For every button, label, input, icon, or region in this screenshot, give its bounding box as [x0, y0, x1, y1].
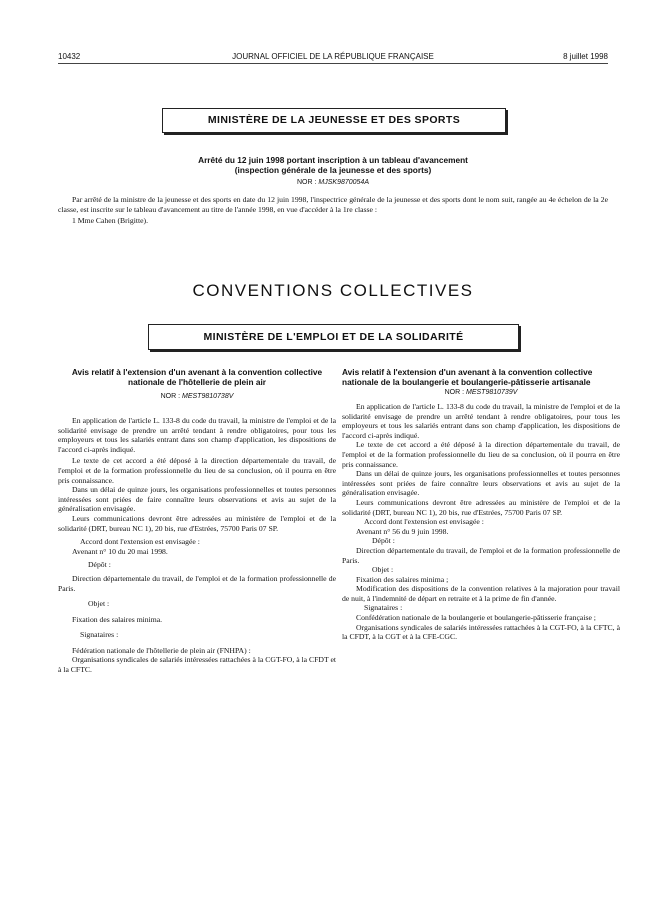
nor-label: NOR :: [297, 179, 317, 186]
ministry-box-emploi: [148, 324, 519, 350]
nor-code: MEST9810738V: [182, 393, 234, 400]
nor-code: MEST9810739V: [466, 389, 518, 396]
objet-text: Fixation des salaires minima.: [72, 614, 163, 624]
objet-text-2: Modification des dispositions de la convention relatives à la majoration pour travail de nuit, à l'indemnité de départ en retraite et à la prime de fin d'année.: [342, 584, 620, 603]
depot-label: Dépôt :: [88, 560, 111, 570]
paragraph: Dans un délai de quinze jours, les organisations professionnelles et toutes personnes intéressées sont priées de faire connaître leurs observations et avis au sujet de la généralisation envisagée.: [342, 469, 620, 498]
paragraph: En application de l'article L. 133-8 du code du travail, la ministre de l'emploi et de la solidarité envisage de prendre un arrêté tendant à rendre obligatoires, pour tous les employeurs et tous les salariés entrant dans son champ d'application, les dispositions de l'accord ci-après indiqué.: [342, 402, 620, 440]
signataire-2: Organisations syndicales de salariés intéressées rattachées à la CGT-FO, à la CFDT et à la CFTC.: [58, 655, 336, 675]
article-right: [342, 367, 620, 642]
depot-text: Direction départementale du travail, de l'emploi et de la formation professionnelle de Paris.: [342, 545, 620, 565]
nor-label: NOR :: [160, 393, 181, 400]
paragraph: Le texte de cet accord a été déposé à la direction départementale du travail, de l'emploi et de la formation professionnelle du lieu de sa conclusion, où il pourra en être pris connaissance.: [342, 440, 620, 469]
header-rule: [58, 63, 608, 64]
article-right-nor: [342, 389, 620, 396]
arrete-title-line2: (inspection générale de la jeunesse et des sports): [234, 165, 432, 175]
accord-line: Accord dont l'extension est envisagée :: [80, 537, 200, 547]
article-left-nor: [58, 393, 336, 400]
arrete-title: [100, 155, 566, 175]
objet-label: Objet :: [372, 565, 394, 575]
nor-label: NOR :: [444, 389, 465, 396]
conventions-heading: CONVENTIONS COLLECTIVES: [192, 281, 474, 300]
signataires-label: Signataires :: [364, 603, 403, 613]
article-right-title: Avis relatif à l'extension d'un avenant à la convention collective nationale de la boulangerie et boulangerie-pâtisserie artisanale: [342, 367, 593, 387]
arrete-list-item: 1 Mme Cahen (Brigitte).: [72, 216, 149, 226]
paragraph: Le texte de cet accord a été déposé à la direction départementale du travail, de l'emploi et de la formation professionnelle du lieu de sa conclusion, où il pourra en être pris connaissance.: [58, 456, 336, 485]
paragraph: En application de l'article L. 133-8 du code du travail, la ministre de l'emploi et de la solidarité envisage de prendre un arrêté tendant à rendre obligatoires, pour tous les employeurs et tous les salariés entrant dans son champ d'application, les dispositions de l'accord ci-après indiqué.: [58, 416, 336, 454]
objet-label: Objet :: [88, 599, 110, 609]
signataire-1: Confédération nationale de la boulangerie et boulangerie-pâtisserie française ;: [356, 613, 596, 623]
header-date: 8 juillet 1998: [563, 52, 608, 61]
signataire-1: Fédération nationale de l'hôtellerie de plein air (FNHPA) :: [72, 645, 251, 655]
depot-label: Dépôt :: [372, 536, 395, 546]
ministry-box-jeunesse: [162, 108, 506, 133]
paragraph: Leurs communications devront être adressées au ministère de l'emploi et de la solidarité (DRT, bureau NC 1), 20 bis, rue d'Estrées, 75700 Paris 07 SP.: [58, 513, 336, 533]
arrete-body: [58, 195, 608, 226]
article-left-title: Avis relatif à l'extension d'un avenant à la convention collective nationale de l'hôtellerie de plein air: [71, 367, 323, 387]
arrete-title-line1: Arrêté du 12 juin 1998 portant inscription à un tableau d'avancement: [198, 155, 468, 165]
signataires-label: Signataires :: [80, 630, 119, 640]
objet-text-1: Fixation des salaires minima ;: [356, 574, 449, 584]
signataire-2: Organisations syndicales de salariés intéressées rattachées à la CGT-FO, à la CFTC, à la CFDT, à la CGT et à la CFE-CGC.: [342, 622, 620, 642]
journal-title: JOURNAL OFFICIEL DE LA RÉPUBLIQUE FRANÇAISE: [232, 52, 434, 61]
nor-code: MJSK9870054A: [318, 179, 369, 186]
depot-text: Direction départementale du travail, de l'emploi et de la formation professionnelle de Paris.: [58, 573, 336, 593]
paragraph: Leurs communications devront être adressées au ministère de l'emploi et de la solidarité (DRT, bureau NC 1), 20 bis, rue d'Estrées, 75700 Paris 07 SP.: [342, 497, 620, 517]
accord-line: Accord dont l'extension est envisagée :: [364, 517, 484, 527]
paragraph: Dans un délai de quinze jours, les organisations professionnelles et toutes personnes intéressées sont priées de faire connaître leurs observations et avis au sujet de la généralisation envisagée.: [58, 485, 336, 514]
arrete-nor: [100, 179, 566, 186]
ministry-title-jeunesse: MINISTÈRE DE LA JEUNESSE ET DES SPORTS: [207, 114, 461, 126]
page-number: 10432: [58, 52, 81, 61]
avenant-line: Avenant n° 10 du 20 mai 1998.: [72, 546, 168, 556]
arrete-paragraph: Par arrêté de la ministre de la jeunesse et des sports en date du 12 juin 1998, l'inspectrice générale de la jeunesse et des sports dont le nom suit, rangée au 4e échelon de la 2e classe, est inscrite sur le tableau d'avancement au titre de l'année 1998, en vue d'accéder à la 1re classe :: [58, 195, 608, 214]
ministry-title-emploi: MINISTÈRE DE L'EMPLOI ET DE LA SOLIDARITÉ: [203, 331, 464, 343]
article-left: [58, 367, 336, 675]
avenant-line: Avenant n° 56 du 9 juin 1998.: [356, 526, 449, 536]
